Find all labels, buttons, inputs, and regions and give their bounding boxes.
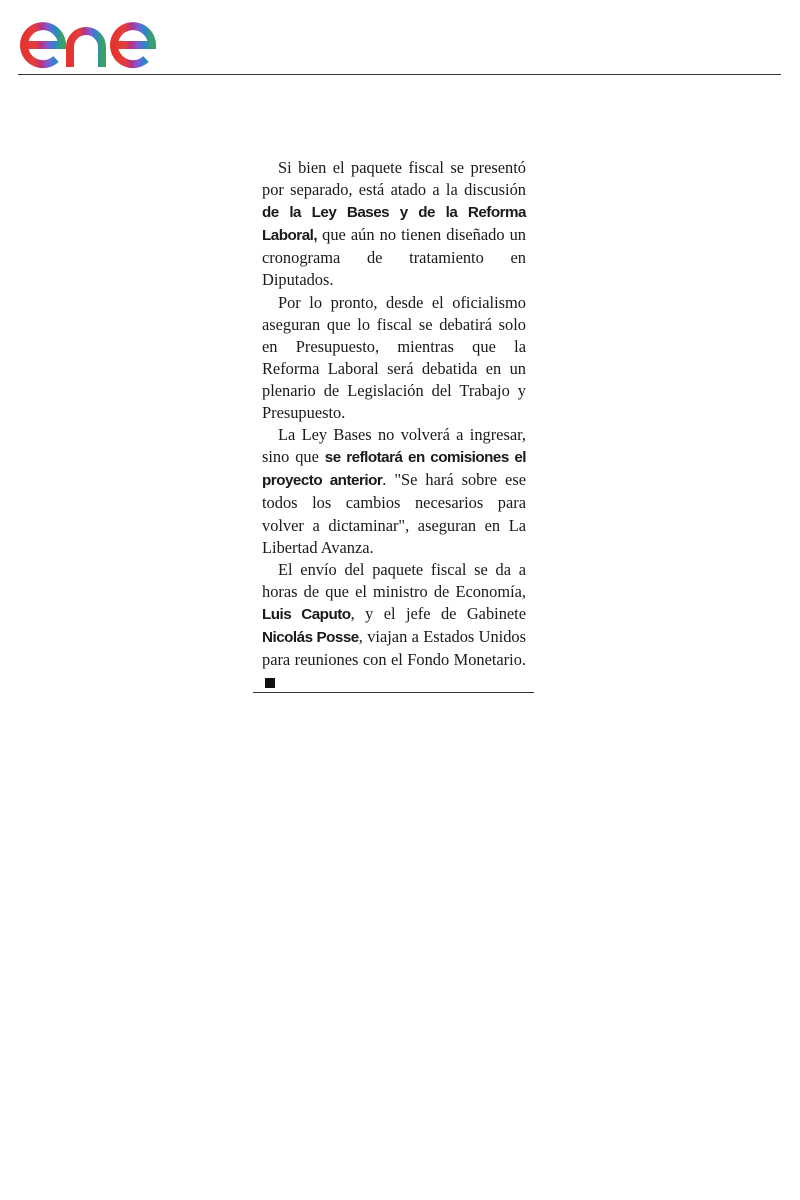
paragraph: Por lo pronto, desde el oficialismo aseguran que lo fiscal se debatirá solo en Presupuesto, mientras que la Reforma Laboral será debatida en un plenario de Legislación del Trabajo y Presupuesto. — [262, 292, 526, 423]
end-of-article-mark — [265, 678, 275, 688]
paragraph: El envío del paquete fiscal se da a horas de que el ministro de Economía, Luis Caputo, y el jefe de Gabinete Nicolás Posse, viajan a Estados Unidos para reuniones con el Fondo Monetario. — [262, 559, 526, 694]
article-end-divider — [253, 692, 534, 693]
paragraph: La Ley Bases no volverá a ingresar, sino que se reflotará en comisiones el proyecto anterior. "Se hará sobre ese todos los cambios necesarios para volver a dictaminar", aseguran en La Libertad Avanza. — [262, 425, 526, 557]
header-divider — [18, 74, 781, 75]
article-body — [262, 157, 526, 693]
page-header — [0, 0, 800, 80]
paragraph: Si bien el paquete fiscal se presentó por separado, está atado a la discusión de la Ley Bases y de la Reforma Laboral, que aún no tienen diseñado un cronograma de tratamiento en Diputados. — [262, 158, 526, 290]
enel-logo — [18, 5, 190, 69]
